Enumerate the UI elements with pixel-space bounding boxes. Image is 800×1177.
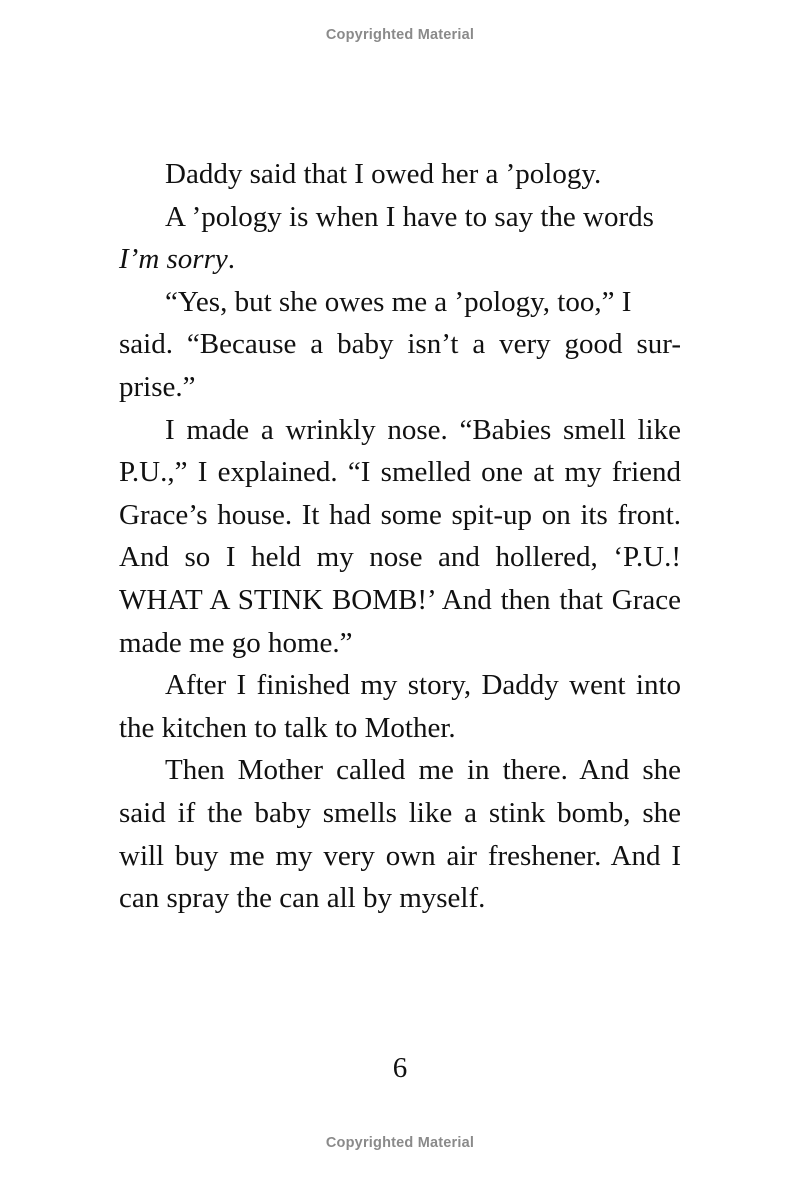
paragraph-6 — [119, 749, 681, 919]
paragraph-1-text: Daddy said that I owed her a ’pology. — [165, 158, 602, 190]
paragraph-2 — [119, 196, 681, 281]
paragraph-6-text: Then Mother called me in there. And she said if the baby smells like a stink bomb, she will buy me my very own air freshener. And I can spray the can all by myself. — [119, 754, 681, 915]
paragraph-3 — [119, 281, 681, 409]
paragraph-2-after: . — [227, 243, 235, 276]
paragraph-5 — [119, 664, 681, 749]
paragraph-3-line-3: prise.” — [119, 370, 196, 403]
paragraph-1 — [119, 153, 681, 196]
paragraph-2-italic: I’m sorry — [119, 243, 228, 276]
paragraph-4-text: I made a wrinkly nose. “Babies smell like P.U.,” I explained. “I smelled one at my friend Grace’s house. It had some spit-up on its front. And so I held my nose and hollered, ‘P.U.! WHAT A STINK BOMB!’ And then that Grace made me go home.” — [119, 413, 681, 659]
copyright-watermark-top: Copyrighted Material — [325, 27, 475, 43]
paragraph-3-line-1: “Yes, but she owes me a ’pology, too,” I — [165, 285, 632, 318]
paragraph-3-line-2: said. “Because a baby isn’t a very good sur- — [119, 328, 681, 361]
paragraph-4 — [119, 409, 681, 665]
paragraph-5-text: After I finished my story, Daddy went into the kitchen to talk to Mother. — [119, 669, 681, 744]
paragraph-2-text: A ’pology is when I have to say the words — [165, 200, 654, 233]
page-number: 6 — [392, 1052, 408, 1084]
page-body-text — [119, 153, 681, 920]
copyright-watermark-bottom: Copyrighted Material — [325, 1135, 475, 1151]
